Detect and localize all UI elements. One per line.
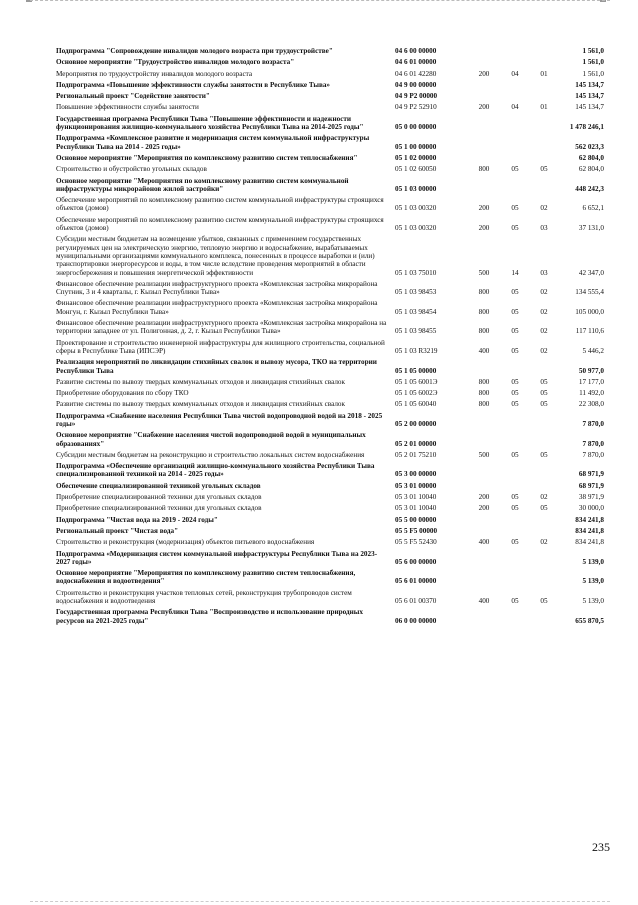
budget-table-body	[56, 46, 604, 627]
row-expense-type: 400	[478, 538, 490, 547]
table-row	[56, 57, 604, 68]
row-name: Приобретение специализированной техники для угольных складов	[56, 504, 262, 513]
row-name: Подпрограмма «Обеспечение организаций жилищно-коммунального хозяйства Республики Тыва специализированной техникой на 2014 - 2025 годы»	[56, 462, 375, 479]
row-code: 04 9 00 00000	[395, 80, 437, 89]
row-amount: 11 492,0	[579, 389, 604, 398]
row-code: 05 1 02 00000	[395, 153, 437, 162]
table-row	[56, 526, 604, 537]
scan-edge-top	[30, 0, 610, 2]
table-row	[56, 411, 604, 431]
row-expense-type: 800	[478, 327, 490, 336]
row-code: 05 6 00 00000	[395, 557, 437, 566]
row-amount: 145 134,7	[575, 80, 604, 89]
row-code: 05 0 00 00000	[395, 123, 437, 132]
row-code: 04 9 P2 52910	[395, 103, 437, 112]
table-row	[56, 114, 604, 134]
table-row	[56, 588, 604, 608]
row-expense-type: 200	[478, 69, 490, 78]
row-amount: 30 000,0	[578, 504, 604, 513]
table-row	[56, 388, 604, 399]
row-expense-type	[467, 430, 501, 450]
table-row	[56, 133, 604, 153]
row-name: Развитие системы по вывозу твердых коммунальных отходов и ликвидация стихийных свалок	[56, 400, 345, 409]
row-name: Мероприятия по трудоустройству инвалидов молодого возраста	[56, 69, 253, 78]
row-code: 05 1 05 60040	[395, 400, 437, 409]
table-row	[56, 515, 604, 526]
row-section	[501, 91, 529, 102]
row-section	[501, 114, 529, 134]
row-section	[501, 57, 529, 68]
row-code: 05 1 05 00000	[395, 366, 437, 375]
row-section	[501, 526, 529, 537]
row-subsection	[529, 153, 559, 164]
row-amount: 5 139,0	[582, 577, 604, 586]
row-section	[501, 411, 529, 431]
row-section: 05	[511, 597, 519, 606]
row-amount: 834 241,8	[575, 526, 604, 535]
row-amount: 42 347,0	[578, 268, 604, 277]
row-expense-type	[467, 568, 501, 588]
row-code: 05 1 00 00000	[395, 142, 437, 151]
row-section: 05	[511, 327, 519, 336]
row-code: 05 5 F5 52430	[395, 538, 437, 547]
row-subsection: 02	[540, 307, 548, 316]
row-code: 05 1 03 00000	[395, 184, 437, 193]
row-expense-type: 200	[478, 204, 490, 213]
row-amount: 117 110,6	[575, 327, 604, 336]
row-code: 05 6 01 00370	[395, 597, 437, 606]
row-amount: 134 555,4	[575, 288, 604, 297]
row-subsection: 02	[540, 204, 548, 213]
row-amount: 6 652,1	[582, 204, 604, 213]
table-row	[56, 503, 604, 514]
row-amount: 145 134,7	[575, 103, 604, 112]
row-section	[501, 515, 529, 526]
row-section: 05	[511, 504, 519, 513]
budget-table	[56, 46, 604, 627]
row-section: 05	[511, 204, 519, 213]
row-amount: 145 134,7	[575, 92, 604, 101]
row-section: 05	[511, 165, 519, 174]
row-name: Подпрограмма «Снабжение населения Республики Тыва чистой водопроводной водой на 2018 - 2025 годы»	[56, 411, 383, 428]
row-subsection: 02	[540, 346, 548, 355]
table-row	[56, 492, 604, 503]
row-amount: 62 804,0	[578, 165, 604, 174]
row-expense-type	[467, 133, 501, 153]
row-section: 05	[511, 400, 519, 409]
row-code: 05 5 F5 00000	[395, 526, 438, 535]
row-section	[501, 80, 529, 91]
row-name: Региональный проект "Содействие занятости"	[56, 92, 210, 101]
row-expense-type: 800	[478, 288, 490, 297]
row-expense-type: 200	[478, 504, 490, 513]
row-subsection: 05	[540, 389, 548, 398]
row-expense-type	[467, 176, 501, 196]
row-code: 05 2 01 75210	[395, 450, 437, 459]
row-name: Финансовое обеспечение реализации инфраструктурного проекта «Комплексная застройка микрорайона Спутник, 3 и 4 кварталы, г. Кызыл Республики Тыва»	[56, 279, 378, 297]
row-expense-type	[467, 80, 501, 91]
row-section: 05	[511, 224, 519, 233]
row-code: 04 6 01 00000	[395, 58, 437, 67]
table-row	[56, 481, 604, 492]
row-expense-type	[467, 411, 501, 431]
row-subsection: 05	[540, 597, 548, 606]
row-amount: 655 870,5	[575, 616, 604, 625]
row-expense-type: 500	[478, 268, 490, 277]
row-amount: 68 971,9	[578, 470, 604, 479]
row-amount: 68 971,9	[578, 481, 604, 490]
row-name: Субсидии местным бюджетам на возмещение убытков, связанных с применением государственных регулируемых цен на электрическую энергию, тепловую энергию и водоснабжение, вырабатываемых муниципальными организациями коммунального комплекса, понесенных в процессе выработки и (или) транспортировки энергоресурсов и воды, в том числе вследствие проведения мероприятий в области энергосбережения и повышения энергетической эффективности	[56, 235, 375, 277]
row-code: 05 3 00 00000	[395, 470, 437, 479]
row-expense-type: 800	[478, 389, 490, 398]
row-subsection	[529, 515, 559, 526]
row-code: 05 3 01 00000	[395, 481, 437, 490]
row-amount: 37 131,0	[578, 224, 604, 233]
row-name: Строительство и реконструкция участков тепловых сетей, реконструкция трубопроводов систем водоснабжения и водоотведения	[56, 588, 352, 606]
row-name: Обеспечение мероприятий по комплексному развитию систем коммунальной инфраструктуры строящихся объектов (домов)	[56, 215, 384, 233]
row-name: Основное мероприятие "Трудоустройство инвалидов молодого возраста"	[56, 58, 295, 67]
row-name: Государственная программа Республики Тыва "Воспроизводство и использование природных ресурсов на 2021-2025 годы"	[56, 608, 363, 625]
row-expense-type	[467, 91, 501, 102]
row-subsection: 02	[540, 538, 548, 547]
row-name: Подпрограмма «Повышение эффективности службы занятости в Республике Тыва»	[56, 80, 331, 89]
row-section	[501, 481, 529, 492]
row-name: Строительство и реконструкция (модернизация) объектов питьевого водоснабжения	[56, 538, 315, 547]
row-amount: 1 561,0	[582, 69, 604, 78]
row-subsection	[529, 461, 559, 481]
row-name: Подпрограмма "Сопровождение инвалидов молодого возраста при трудоустройстве"	[56, 47, 333, 55]
row-section: 05	[511, 493, 519, 502]
row-subsection: 05	[540, 504, 548, 513]
row-subsection: 02	[540, 288, 548, 297]
table-row	[56, 69, 604, 80]
row-expense-type	[467, 515, 501, 526]
table-row	[56, 153, 604, 164]
row-code: 04 6 00 00000	[395, 47, 437, 55]
row-code: 05 1 03 00320	[395, 224, 437, 233]
row-expense-type	[467, 357, 501, 377]
row-name: Региональный проект "Чистая вода"	[56, 526, 179, 535]
table-row	[56, 102, 604, 113]
row-amount: 50 977,0	[578, 366, 604, 375]
table-row	[56, 338, 604, 358]
row-subsection	[529, 430, 559, 450]
scan-edge-bottom	[30, 901, 610, 902]
row-amount: 38 971,9	[578, 493, 604, 502]
row-code: 05 1 03 R3219	[395, 346, 438, 355]
table-row	[56, 298, 604, 318]
row-code: 05 3 01 10040	[395, 493, 437, 502]
row-name: Основное мероприятие "Мероприятия по комплексному развитию систем теплоснабжения, водоснабжения и водоотведения"	[56, 569, 356, 586]
row-section: 05	[511, 450, 519, 459]
row-amount: 7 870,0	[582, 439, 604, 448]
row-subsection: 05	[540, 400, 548, 409]
row-name: Подпрограмма "Чистая вода на 2019 - 2024 годы"	[56, 515, 218, 524]
row-name: Подпрограмма «Модернизация систем коммунальной инфраструктуры Республики Тыва на 2023-2027 годы»	[56, 549, 378, 566]
row-subsection	[529, 481, 559, 492]
row-code: 05 1 05 6001Э	[395, 377, 438, 386]
row-name: Обеспечение специализированной техникой угольных складов	[56, 481, 261, 490]
row-subsection	[529, 57, 559, 68]
row-name: Финансовое обеспечение реализации инфраструктурного проекта «Комплексная застройка микрорайона на территории западнее от ул. Полигонная, д. 2, г. Кызыл Республики Тыва»	[56, 319, 387, 336]
table-row	[56, 461, 604, 481]
table-row	[56, 537, 604, 548]
table-row	[56, 377, 604, 388]
row-code: 05 2 00 00000	[395, 419, 437, 428]
row-expense-type: 800	[478, 165, 490, 174]
row-section: 05	[511, 307, 519, 316]
row-name: Приобретение оборудования по сбору ТКО	[56, 389, 189, 398]
row-section	[501, 430, 529, 450]
row-name: Основное мероприятие "Мероприятия по комплексному развитию систем коммунальной инфраструктуры микрорайонов жилой застройки"	[56, 176, 349, 193]
table-row	[56, 234, 604, 278]
page-number: 235	[592, 840, 610, 854]
table-row	[56, 164, 604, 175]
row-subsection	[529, 133, 559, 153]
row-amount: 562 023,3	[575, 142, 604, 151]
row-code: 05 5 00 00000	[395, 515, 437, 524]
row-amount: 62 804,0	[578, 153, 604, 162]
row-code: 05 1 03 98453	[395, 288, 437, 297]
row-section	[501, 607, 529, 627]
row-amount: 7 870,0	[582, 450, 604, 459]
row-name: Подпрограмма «Комплексное развитие и модернизация систем коммунальной инфраструктуры Республики Тыва на 2014 - 2025 годы»	[56, 134, 370, 151]
row-subsection	[529, 357, 559, 377]
row-expense-type	[467, 153, 501, 164]
row-subsection: 02	[540, 327, 548, 336]
table-row	[56, 80, 604, 91]
row-subsection: 03	[540, 268, 548, 277]
row-amount: 1 561,0	[582, 58, 604, 67]
row-subsection	[529, 114, 559, 134]
row-name: Приобретение специализированной техники для угольных складов	[56, 493, 262, 502]
row-section	[501, 357, 529, 377]
row-name: Строительство и обустройство угольных складов	[56, 165, 207, 174]
row-code: 05 1 03 98454	[395, 307, 437, 316]
row-code: 05 1 03 75010	[395, 268, 437, 277]
row-section: 04	[511, 103, 519, 112]
table-row	[56, 176, 604, 196]
row-expense-type	[467, 114, 501, 134]
row-subsection	[529, 176, 559, 196]
row-subsection: 05	[540, 450, 548, 459]
row-expense-type: 400	[478, 346, 490, 355]
row-amount: 7 870,0	[582, 419, 604, 428]
table-row	[56, 215, 604, 235]
row-expense-type	[467, 481, 501, 492]
row-section	[501, 133, 529, 153]
row-code: 05 6 01 00000	[395, 577, 437, 586]
row-amount: 17 177,0	[578, 377, 604, 386]
row-name: Реализация мероприятий по ликвидации стихийных свалок и вывозу мусора, ТКО на территории Республики Тыва	[56, 358, 377, 375]
table-row	[56, 568, 604, 588]
row-amount: 834 241,8	[575, 538, 604, 547]
row-amount: 5 446,2	[582, 346, 604, 355]
row-code: 05 2 01 00000	[395, 439, 437, 448]
row-amount: 1 478 246,1	[569, 123, 604, 132]
row-expense-type	[467, 549, 501, 569]
row-amount: 5 139,0	[582, 557, 604, 566]
row-section	[501, 46, 529, 57]
row-subsection: 01	[540, 69, 548, 78]
row-code: 05 1 03 00320	[395, 204, 437, 213]
table-row	[56, 450, 604, 461]
row-name: Развитие системы по вывозу твердых коммунальных отходов и ликвидация стихийных свалок	[56, 377, 345, 386]
row-subsection	[529, 568, 559, 588]
row-name: Основное мероприятие "Снабжение населения чистой водопроводной водой в муниципальных образованиях"	[56, 431, 366, 448]
row-expense-type: 800	[478, 377, 490, 386]
row-name: Финансовое обеспечение реализации инфраструктурного проекта «Комплексная застройка микрорайона Монгун, г. Кызыл Республики Тыва»	[56, 299, 378, 316]
row-code: 05 1 05 6002Э	[395, 389, 438, 398]
row-section	[501, 176, 529, 196]
table-row	[56, 399, 604, 410]
row-expense-type: 500	[478, 450, 490, 459]
row-section	[501, 153, 529, 164]
table-row	[56, 357, 604, 377]
row-section: 05	[511, 288, 519, 297]
row-amount: 22 308,0	[578, 400, 604, 409]
row-amount: 448 242,3	[575, 184, 604, 193]
row-subsection	[529, 46, 559, 57]
table-row	[56, 430, 604, 450]
table-row	[56, 607, 604, 627]
row-amount: 105 000,0	[575, 307, 604, 316]
row-name: Государственная программа Республики Тыва "Повышение эффективности и надежности функционирования жилищно-коммунального хозяйства Республики Тыва на 2014-2025 годы"	[56, 114, 364, 132]
table-row	[56, 318, 604, 338]
row-name: Основное мероприятие "Мероприятия по комплексному развитию систем теплоснабжения"	[56, 153, 358, 162]
row-section	[501, 568, 529, 588]
row-name: Субсидии местным бюджетам на реконструкцию и строительство локальных систем водоснабжения	[56, 450, 365, 459]
row-section: 05	[511, 389, 519, 398]
row-expense-type	[467, 526, 501, 537]
row-subsection	[529, 526, 559, 537]
row-subsection: 03	[540, 224, 548, 233]
row-section	[501, 461, 529, 481]
row-subsection	[529, 80, 559, 91]
row-expense-type: 400	[478, 597, 490, 606]
row-name: Обеспечение мероприятий по комплексному развитию систем коммунальной инфраструктуры строящихся объектов (домов)	[56, 196, 384, 213]
row-expense-type	[467, 607, 501, 627]
row-subsection: 02	[540, 493, 548, 502]
row-section: 05	[511, 538, 519, 547]
row-section: 05	[511, 377, 519, 386]
row-expense-type: 200	[478, 493, 490, 502]
row-subsection	[529, 91, 559, 102]
row-code: 06 0 00 00000	[395, 616, 437, 625]
row-expense-type: 200	[478, 103, 490, 112]
row-amount: 5 139,0	[582, 597, 604, 606]
row-name: Повышение эффективности службы занятости	[56, 103, 199, 112]
table-row	[56, 279, 604, 299]
row-subsection	[529, 411, 559, 431]
row-code: 05 3 01 10040	[395, 504, 437, 513]
row-code: 05 1 02 60050	[395, 165, 437, 174]
row-subsection	[529, 549, 559, 569]
table-row	[56, 91, 604, 102]
row-subsection: 05	[540, 165, 548, 174]
row-subsection: 01	[540, 103, 548, 112]
row-expense-type	[467, 461, 501, 481]
row-code: 05 1 03 98455	[395, 327, 437, 336]
row-expense-type	[467, 57, 501, 68]
row-name: Проектирование и строительство инженерной инфраструктуры для жилищного строительства, социальной сферы в Республике Тыва (ИПСЭР)	[56, 338, 385, 355]
row-expense-type	[467, 46, 501, 57]
row-amount: 1 561,0	[582, 47, 604, 55]
row-amount: 834 241,8	[575, 515, 604, 524]
row-subsection	[529, 607, 559, 627]
row-section: 05	[511, 346, 519, 355]
row-section: 04	[511, 69, 519, 78]
row-expense-type: 200	[478, 224, 490, 233]
row-section: 14	[511, 268, 519, 277]
row-expense-type: 800	[478, 307, 490, 316]
row-subsection: 05	[540, 377, 548, 386]
row-code: 04 9 P2 00000	[395, 92, 438, 101]
row-code: 04 6 01 42280	[395, 69, 437, 78]
row-section	[501, 549, 529, 569]
table-row	[56, 549, 604, 569]
table-row	[56, 195, 604, 215]
table-row	[56, 46, 604, 57]
row-expense-type: 800	[478, 400, 490, 409]
